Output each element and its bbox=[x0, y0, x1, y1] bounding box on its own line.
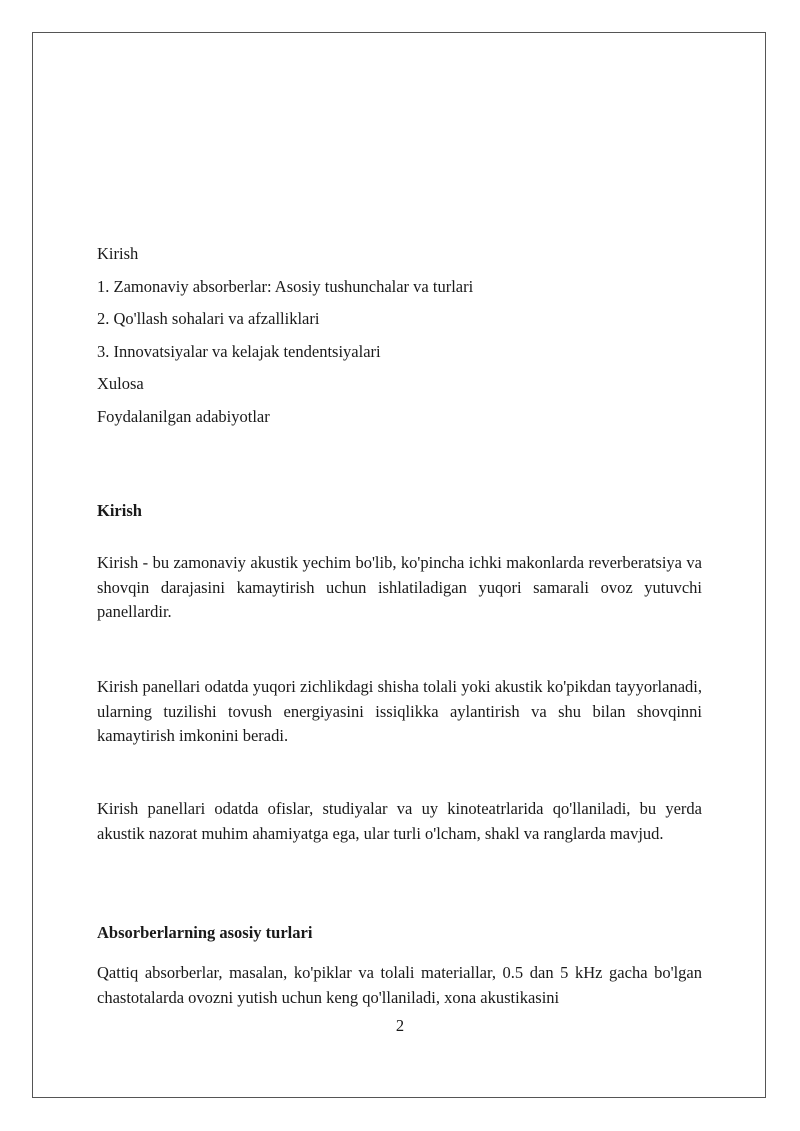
toc-item-intro: Kirish bbox=[97, 244, 139, 263]
toc-item-conclusion: Xulosa bbox=[97, 374, 144, 394]
table-of-contents bbox=[97, 240, 702, 436]
paragraph-3: Kirish panellari odatda ofislar, studiyalar va uy kinoteatrlarida qo'llaniladi, bu yerda akustik nazorat muhim ahamiyatga ega, ular turli o'lcham, shakl va ranglarda mavjud. bbox=[97, 799, 702, 843]
paragraph-2: Kirish panellari odatda yuqori zichlikdagi shisha tolali yoki akustik ko'pikdan tayyorlanadi, ularning tuzilishi tovush energiyasini issiqlikka aylantirish va shu bilan shovqinni kamaytirish imkonini beradi. bbox=[97, 677, 702, 745]
section-heading-absorber-types: Absorberlarning asosiy turlari bbox=[97, 923, 313, 942]
toc-item-3: 3. Innovatsiyalar va kelajak tendentsiyalari bbox=[97, 341, 381, 361]
section-heading-intro: Kirish bbox=[97, 501, 142, 520]
toc-item-1: 1. Zamonaviy absorberlar: Asosiy tushunchalar va turlari bbox=[97, 276, 474, 296]
paragraph-1: Kirish - bu zamonaviy akustik yechim bo'lib, ko'pincha ichki makonlarda reverberatsiya va shovqin darajasini kamaytirish uchun ishlatiladigan yuqori samarali ovoz yutuvchi panellardir. bbox=[97, 553, 702, 621]
paragraph-4: Qattiq absorberlar, masalan, ko'piklar va tolali materiallar, 0.5 dan 5 kHz gacha bo'lgan chastotalarda ovozni yutish uchun keng qo'llaniladi, xona akustikasini bbox=[97, 963, 702, 1007]
toc-item-references: Foydalanilgan adabiyotlar bbox=[97, 406, 270, 426]
page-number: 2 bbox=[395, 1016, 405, 1035]
toc-item-2: 2. Qo'llash sohalari va afzalliklari bbox=[97, 309, 320, 329]
